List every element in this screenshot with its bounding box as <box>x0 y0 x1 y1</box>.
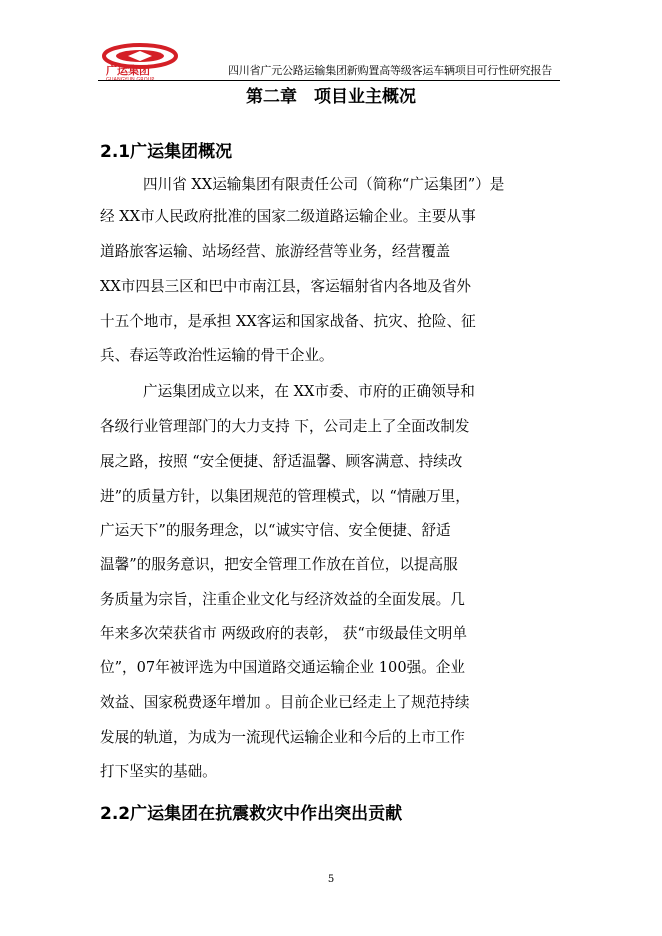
paragraph-line: 四川省 XX运输集团有限责任公司（简称“广运集团”）是 <box>143 176 505 193</box>
section-heading-2-1: 2.1广运集团概况 <box>100 142 233 162</box>
paragraph-line: 温馨”的服务意识，把安全管理工作放在首位，以提高服 <box>100 556 458 573</box>
logo-subtext: GUANGYUN GROUP <box>106 77 155 82</box>
paragraph-line: 十五个地市，是承担 XX客运和国家战备、抗灾、抢险、征 <box>100 313 476 330</box>
paragraph-line: 发展的轨道，为成为一流现代运输企业和今后的上市工作 <box>100 729 465 746</box>
header-rule <box>98 80 560 81</box>
paragraph-line: 务质量为宗旨，注重企业文化与经济效益的全面发展。几 <box>100 591 465 608</box>
paragraph-line: XX市四县三区和巴中市南江县，客运辐射省内各地及省外 <box>100 278 472 295</box>
paragraph-line: 年来多次荣获省市 两级政府的表彰， 获“市级最佳文明单 <box>100 625 467 642</box>
paragraph-line: 效益、国家税费逐年增加 。目前企业已经走上了规范持续 <box>100 694 470 711</box>
paragraph-line: 兵、春运等政治性运输的骨干企业。 <box>100 347 334 364</box>
chapter-title: 第二章 项目业主概况 <box>246 87 416 107</box>
report-header-title: 四川省广元公路运输集团新购置高等级客运车辆项目可行性研究报告 <box>228 64 552 77</box>
paragraph-line: 进”的质量方针，以集团规范的管理模式，以 “情融万里， <box>100 488 470 505</box>
paragraph-line: 广运集团成立以来，在 XX市委、市府的正确领导和 <box>143 383 475 400</box>
paragraph-line: 展之路，按照 “安全便捷、舒适温馨、顾客满意、持续改 <box>100 453 463 470</box>
paragraph-line: 广运天下”的服务理念，以“诚实守信、安全便捷、舒适 <box>100 522 451 539</box>
paragraph-line: 各级行业管理部门的大力支持 下，公司走上了全面改制发 <box>100 418 470 435</box>
paragraph-line: 经 XX市人民政府批准的国家二级道路运输企业。主要从事 <box>100 208 476 225</box>
logo-text: 广运集团 <box>106 64 150 77</box>
company-logo <box>100 42 220 82</box>
section-heading-2-2: 2.2广运集团在抗震救灾中作出突出贡献 <box>100 804 403 824</box>
page-number: 5 <box>327 874 335 885</box>
paragraph-line: 道路旅客运输、站场经营、旅游经营等业务，经营覆盖 <box>100 243 451 260</box>
paragraph-line: 位”，07年被评选为中国道路交通运输企业 100强。企业 <box>100 659 465 676</box>
paragraph-line: 打下坚实的基础。 <box>100 763 217 780</box>
